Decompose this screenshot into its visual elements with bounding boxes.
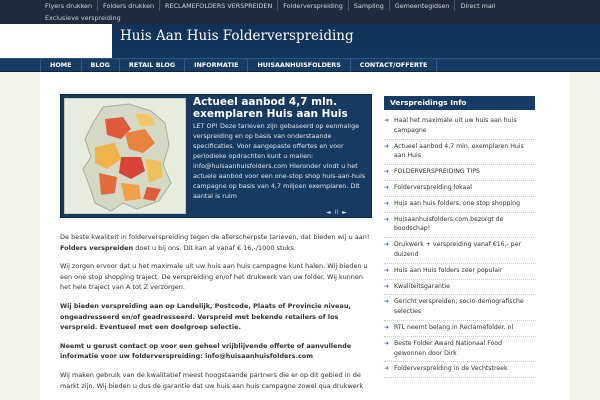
sidebar-link-text[interactable]: Beste Folder Award Nationaal Food gewonnen door Dirk: [394, 339, 503, 357]
sidebar-link-text[interactable]: FOLDERVERSPREIDING TIPS: [394, 168, 480, 176]
topnav-item-sampling[interactable]: Sampling: [349, 0, 390, 11]
sidebar-link[interactable]: [384, 197, 536, 213]
bullet-arrow-icon: ➜: [384, 117, 390, 124]
bullet-arrow-icon: ➜: [384, 199, 390, 207]
bullet-arrow-icon: ➜: [384, 298, 390, 306]
sidebar-link[interactable]: [384, 165, 536, 181]
sidebar-link[interactable]: [384, 213, 536, 239]
article-paragraph: [60, 232, 372, 253]
sidebar-link[interactable]: [384, 238, 536, 264]
topnav-item-folderverspreiding[interactable]: Folderverspreiding: [278, 0, 349, 11]
article-paragraph-4: Neemt u gerust contact op voor een geheel vrijblijvende offerte of aanvullende informatie voor uw folderverspreiding: info@huisaanhuisfolders.com: [60, 341, 352, 361]
netherlands-map-image[interactable]: [64, 98, 186, 214]
bullet-arrow-icon: ➜: [384, 168, 390, 176]
topnav-item-gemeentegidsen[interactable]: Gemeentegidsen: [390, 0, 456, 11]
bullet-arrow-icon: ➜: [384, 365, 390, 373]
logo-area[interactable]: [0, 24, 112, 58]
bullet-arrow-icon: ➜: [384, 215, 390, 223]
topnav-item-folders[interactable]: Folders drukken: [98, 0, 160, 11]
topnav-item-direct-mail[interactable]: Direct mail: [460, 2, 496, 10]
sidebar-link[interactable]: [384, 321, 536, 337]
sidebar-link[interactable]: [384, 264, 536, 280]
nav-tab-blog[interactable]: BLOG: [82, 59, 120, 72]
article-folders-link[interactable]: Folders verspreiden: [60, 243, 134, 252]
sidebar-title: Verspreidings Info: [384, 96, 535, 110]
main-nav: [0, 58, 600, 72]
sidebar-link-text[interactable]: Drukwerk + verspreiding vanaf €16,- per duizend: [394, 241, 522, 258]
sidebar-link-text[interactable]: Folderverspreiding in de Vechtstreek: [394, 365, 508, 373]
bullet-arrow-icon: ➜: [384, 266, 390, 274]
article-paragraph-2: Wij zorgen ervoor dat u het maximale uit uw huis aan huis campagne kunt halen. Wij bieden u een one stop shopping traject. De verspreiding en/of het drukwerk van uw folder. Wij kunnen het hele traject van A tot Z verzorgen.: [60, 262, 368, 292]
nav-tab-retail-blog[interactable]: RETAIL BLOG: [120, 59, 185, 72]
next-icon[interactable]: ►: [342, 209, 347, 216]
nav-tab-informatie[interactable]: INFORMATIE: [185, 59, 248, 72]
sidebar-link-text[interactable]: Folderverspreiding lokaal: [394, 183, 472, 191]
sidebar-link-text[interactable]: Kwaliteitsgarantie: [394, 282, 450, 290]
sidebar-link[interactable]: [384, 362, 536, 378]
site-title[interactable]: Huis Aan Huis Folderverspreiding: [120, 28, 354, 44]
sidebar-link-text[interactable]: RTL neemt belang in Reclamefolder. nl: [394, 323, 514, 331]
bullet-arrow-icon: ➜: [384, 142, 390, 150]
top-nav: [40, 0, 500, 11]
nav-tab-huisaanhuisfolders[interactable]: HUISAANHUISFOLDERS: [248, 59, 350, 72]
article-paragraph-3: Wij bieden verspreiding aan op Landelijk, Postcode, Plaats of Provincie niveau, ongeadresseerd en/of geadresseerd. Verspreid met bekende retailers of los verspreid. Eventueel met een doelgroep selectie.: [60, 301, 351, 332]
article-intro: De beste kwaliteit in folderverspreiding tegen de allerscherpste tarieven, dat bieden wij u aan!: [60, 233, 370, 241]
feature-text: LET OP! Deze tarieven zijn gebaseerd op eenmalige verspreiding en op basis van onderstaande specificaties. Voor aangepaste offertes en voor periodieke opdrachten kunt u mailen: info@huisaanhuisfolders.com Hieronder vindt u het actuele aanbod voor een one-stop shop huis-aan-huis campagne op basis van 4,7 miljoen exemplaren. Dit aantal is ruim: [193, 122, 366, 200]
sidebar-link[interactable]: [384, 280, 536, 296]
sidebar-link[interactable]: [384, 181, 536, 197]
previous-icon[interactable]: ◄: [326, 209, 331, 216]
sidebar-link-text[interactable]: Huis aan Huis folders zeer populair: [394, 266, 503, 274]
bullet-arrow-icon: ➜: [384, 339, 390, 347]
sidebar: [384, 96, 536, 378]
topnav-item-reclamefolders[interactable]: RECLAMEFOLDERS VERSPREIDEN: [160, 0, 278, 11]
sidebar-link-text[interactable]: Gericht verspreiden; socio-demografische selecties: [394, 298, 524, 316]
bullet-arrow-icon: ➜: [384, 282, 390, 290]
sidebar-link[interactable]: [384, 295, 536, 321]
article-body: [60, 232, 372, 399]
bullet-arrow-icon: ➜: [384, 241, 390, 249]
topnav-sub-item[interactable]: Exclusieve verspreiding: [45, 14, 121, 22]
nav-tab-home[interactable]: HOME: [40, 59, 82, 72]
pause-icon[interactable]: II: [334, 209, 339, 216]
article-intro-price: doet u bij ons. Dit kan al vanaf € 16,-/1000 stuks.: [133, 243, 296, 252]
sidebar-list: [384, 114, 536, 378]
sidebar-link-text[interactable]: Haal het maximale uit uw huis aan huis campagne: [394, 117, 517, 134]
bullet-arrow-icon: ➜: [384, 183, 390, 191]
sidebar-link-text[interactable]: Huis aan huis folders, one stop shopping: [394, 199, 520, 207]
sidebar-link-text[interactable]: Huisaanhuisfolders.com bezorgt de boodschap!: [394, 215, 504, 233]
sidebar-link[interactable]: [384, 337, 536, 363]
nav-tab-contact[interactable]: CONTACT/OFFERTE: [351, 59, 438, 72]
sidebar-link[interactable]: [384, 140, 536, 166]
feature-title[interactable]: Actueel aanbod 4,7 mln. exemplaren Huis aan Huis: [193, 96, 348, 120]
topnav-item-flyers[interactable]: Flyers drukken: [40, 0, 98, 11]
sidebar-link-text[interactable]: Actueel aanbod 4,7 mln. exemplaren Huis aan Huis: [394, 142, 524, 160]
slider-controls: [326, 209, 347, 216]
article-paragraph-5: Wij maken gebruik van de kwalitatief meest hoogstaande partners die er op dit gebied in de markt zijn. Wij bieden u dus de garantie dat uw huis aan huis campagne zowel qua drukwerk: [60, 370, 364, 390]
sidebar-link[interactable]: [384, 114, 536, 140]
bullet-arrow-icon: ➜: [384, 323, 390, 331]
